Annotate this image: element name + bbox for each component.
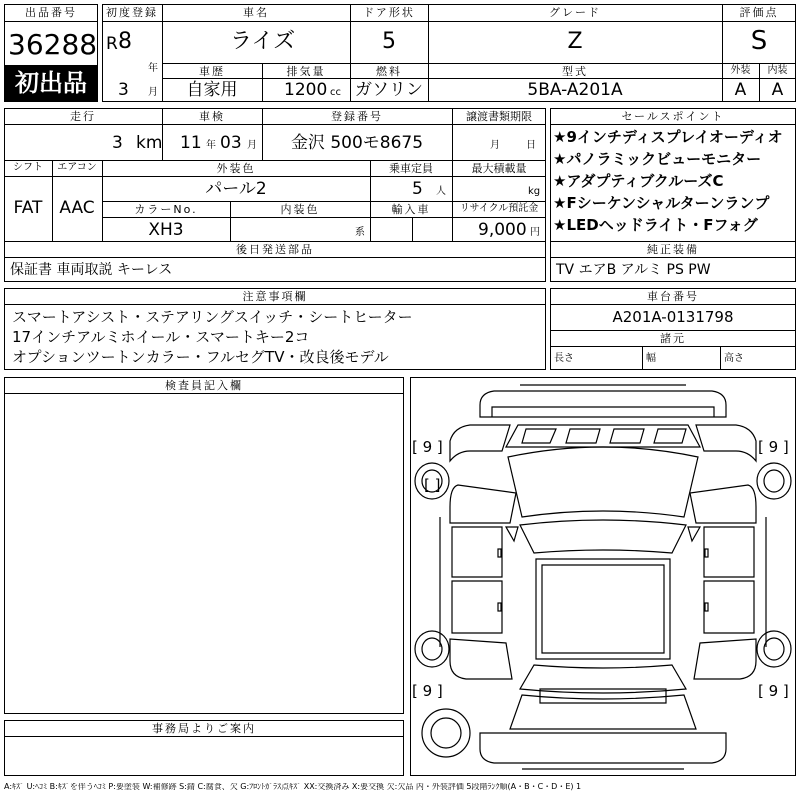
exterior-grade-value: A — [734, 80, 747, 100]
registration-month: 3 — [118, 80, 129, 100]
dimensions-width: 幅 — [646, 353, 656, 364]
score-label: 評価点 — [739, 6, 779, 19]
doors-value: 5 — [382, 29, 396, 54]
notes-line-1: スマートアシスト・ステアリングスイッチ・シートヒーター — [12, 308, 413, 326]
fuel-value: ガソリン — [355, 80, 423, 100]
color-no-value: XH3 — [148, 220, 184, 240]
recycle-unit: 円 — [530, 227, 540, 238]
sales-point-3: ★アダプティブクルーズC — [553, 172, 724, 190]
registration-year-unit: 年 — [148, 63, 158, 74]
car-diagram — [410, 377, 796, 776]
dimensions-label: 諸元 — [660, 332, 686, 345]
first-listing-badge: 初出品 — [4, 65, 98, 102]
notes-line-2: 17インチアルミホイール・スマートキー2コ — [12, 328, 310, 346]
interior-grade-value: A — [771, 80, 784, 100]
inspection-month: 03 — [220, 133, 242, 153]
import-car-label: 輸入車 — [391, 203, 431, 216]
capacity-label: 乗車定員 — [389, 162, 433, 175]
office-label: 事務局よりご案内 — [152, 722, 256, 735]
inspection-label: 車検 — [199, 110, 225, 123]
sales-points-label: セールスポイント — [621, 110, 725, 123]
sales-point-1: ★9インチディスプレイオーディオ — [553, 128, 783, 146]
tire-front-right: [ 9 ] — [758, 438, 789, 456]
equipment-value: TV エアB アルミ PS PW — [556, 262, 711, 278]
legend: A:ｷｽﾞ U:ﾍｺﾐ B:ｷｽﾞを伴うﾍｺﾐ P:要塗装 W:補修跡 S:錆 C:腐食、欠 G:ﾌﾛﾝﾄｶﾞﾗｽ点ｷｽﾞ XX:交換済み X:要交換 欠:欠品 内・外装評価 5段階ﾗﾝｸ順(A・B・C・D・E) 1 — [4, 783, 582, 791]
int-color-suffix: 系 — [355, 227, 365, 238]
inspection-year: 11 — [180, 133, 202, 153]
dimensions-length: 長さ — [554, 353, 574, 364]
displacement-unit: cc — [330, 87, 341, 98]
tire-front-left: [ 9 ] — [412, 438, 443, 456]
mileage-label: 走行 — [70, 110, 96, 123]
model-code-label: 型式 — [562, 65, 588, 78]
exterior-grade-label: 外装 — [730, 65, 751, 76]
fuel-label: 燃料 — [376, 65, 402, 78]
chassis-label: 車台番号 — [647, 290, 699, 303]
later-parts-label: 後日発送部品 — [236, 243, 314, 256]
chassis-value: A201A-0131798 — [612, 308, 734, 326]
inspector-box — [4, 377, 404, 714]
aircon-label: エアコン — [57, 162, 97, 173]
displacement-value: 1200 — [284, 80, 328, 100]
interior-grade-label: 内装 — [767, 65, 788, 76]
inspector-label: 検査員記入欄 — [165, 379, 243, 392]
capacity-value: 5 — [412, 179, 423, 199]
max-load-unit: kg — [528, 186, 541, 197]
tire-rear-left: [ 9 ] — [412, 682, 443, 700]
sales-point-2: ★パノラミックビューモニター — [553, 150, 762, 168]
transfer-deadline-day-unit: 日 — [526, 140, 536, 151]
inspection-year-unit: 年 — [206, 140, 216, 151]
int-color-label: 内装色 — [280, 203, 320, 216]
notes-line-3: オプションツートンカラー・フルセグTV・改良後モデル — [12, 348, 389, 366]
plate-label: 登録番号 — [331, 110, 383, 123]
tire-rear-right: [ 9 ] — [758, 682, 789, 700]
doors-label: ドア形状 — [363, 6, 415, 19]
ext-color-value: パール2 — [205, 179, 267, 199]
registration-era: R — [106, 34, 118, 54]
recycle-label: リサイクル預託金 — [459, 203, 539, 214]
recycle-value: 9,000 — [478, 220, 527, 240]
grade-label: グレード — [549, 6, 601, 19]
car-name-value: ライズ — [230, 29, 296, 54]
history-label: 車歴 — [199, 65, 225, 78]
sales-point-4: ★Fシーケンシャルターンランプ — [553, 194, 770, 212]
equipment-label: 純正装備 — [647, 243, 699, 256]
max-load-label: 最大積載量 — [471, 162, 527, 175]
shift-label: シフト — [13, 162, 43, 173]
aircon-value: AAC — [59, 198, 95, 218]
history-value: 自家用 — [186, 80, 238, 100]
model-code-value: 5BA-A201A — [527, 80, 623, 100]
shift-value: FAT — [13, 198, 43, 218]
mileage-unit: km — [136, 133, 163, 153]
lot-number: 36288 — [8, 28, 98, 61]
transfer-deadline-month-unit: 月 — [490, 140, 500, 151]
dimensions-height: 高さ — [724, 353, 744, 364]
registration-year: 8 — [118, 29, 132, 54]
notes-label: 注意事項欄 — [242, 290, 308, 303]
sales-point-5: ★LEDヘッドライト・Fフォグ — [553, 216, 758, 234]
capacity-unit: 人 — [436, 186, 446, 197]
lot-label: 出品番号 — [25, 6, 77, 19]
later-parts-value: 保証書 車両取説 キーレス — [10, 262, 173, 278]
registration-month-unit: 月 — [148, 87, 158, 98]
transfer-deadline-label: 譲渡書類期限 — [466, 110, 532, 123]
tire-spare: [ ] — [424, 476, 441, 494]
ext-color-label: 外装色 — [216, 162, 256, 175]
registration-label: 初度登録 — [106, 6, 158, 19]
displacement-label: 排気量 — [286, 65, 326, 78]
plate-value: 金沢 500モ8675 — [290, 133, 424, 153]
score-value: S — [750, 26, 768, 56]
inspection-month-unit: 月 — [247, 140, 257, 151]
grade-value: Z — [567, 29, 583, 54]
car-name-label: 車名 — [243, 6, 269, 19]
color-no-label: カラーNo. — [134, 203, 198, 216]
mileage-value: 3 — [112, 133, 123, 153]
